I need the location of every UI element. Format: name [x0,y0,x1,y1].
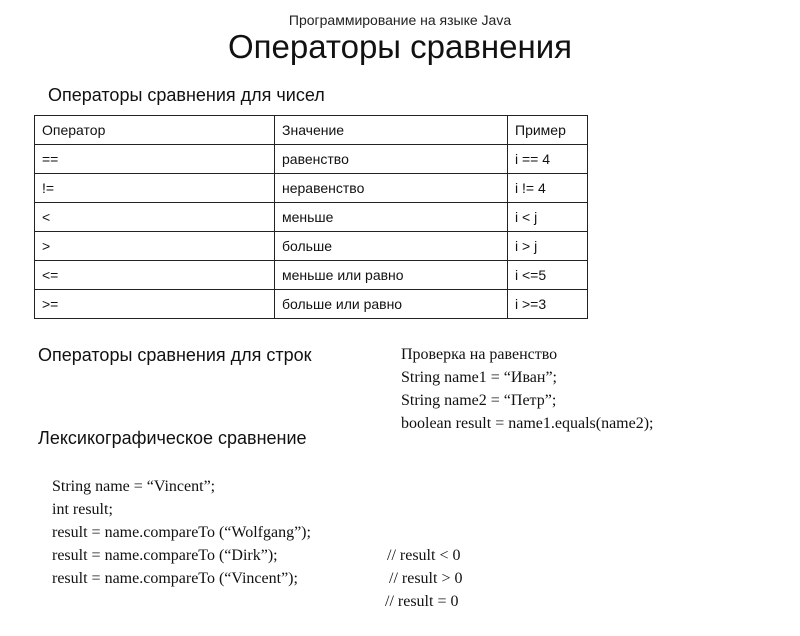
slide-subtitle: Программирование на языке Java [288,12,512,28]
operators-table [34,115,588,319]
code-text: result = name.compareTo (“Dirk”); [52,547,278,564]
table-row [35,261,588,290]
code-comment: // result < 0 [387,547,461,564]
meaning-cell: равенство [275,145,508,174]
table-row [35,232,588,261]
table-header-row [35,116,588,145]
slide-title: Операторы сравнения [227,28,573,65]
operator-cell: != [35,174,275,203]
code-text: result = name.compareTo (“Wolfgang”); [52,524,311,541]
code-text: int result; [52,501,113,518]
code-line: String name2 = “Петр”; [401,392,557,409]
example-cell: i != 4 [508,174,588,203]
equality-check-block [401,343,654,435]
example-cell: i >=3 [508,290,588,319]
code-line: boolean result = name1.equals(name2); [401,415,654,432]
example-cell: i < j [508,203,588,232]
example-cell: i == 4 [508,145,588,174]
code-line: String name1 = “Иван”; [401,369,557,386]
column-header-example: Пример [508,116,588,145]
lexicographic-section-heading: Лексикографическое сравнение [38,428,307,448]
code-line [36,452,311,495]
example-cell: i > j [508,232,588,261]
numbers-section-heading: Операторы сравнения для чисел [48,85,325,105]
meaning-cell: неравенство [275,174,508,203]
table-row [35,203,588,232]
table-row [35,290,588,319]
operator-cell: >= [35,290,275,319]
meaning-cell: меньше или равно [275,261,508,290]
equality-heading-line: Проверка на равенство [401,346,558,363]
column-header-meaning: Значение [275,116,508,145]
code-text: result = name.compareTo (“Vincent”); [52,570,298,587]
code-text: String name = “Vincent”; [52,478,216,495]
code-comment: // result > 0 [389,570,463,587]
table-row [35,174,588,203]
meaning-cell: больше или равно [275,290,508,319]
operator-cell: > [35,232,275,261]
code-comment: // result = 0 [385,593,459,610]
table-row [35,145,588,174]
example-cell: i <=5 [508,261,588,290]
column-header-operator: Оператор [35,116,275,145]
meaning-cell: больше [275,232,508,261]
operator-cell: <= [35,261,275,290]
lexicographic-code-block [36,452,463,610]
operator-cell: == [35,145,275,174]
operator-cell: < [35,203,275,232]
code-line [36,544,459,610]
strings-section-heading: Операторы сравнения для строк [38,345,312,365]
meaning-cell: меньше [275,203,508,232]
